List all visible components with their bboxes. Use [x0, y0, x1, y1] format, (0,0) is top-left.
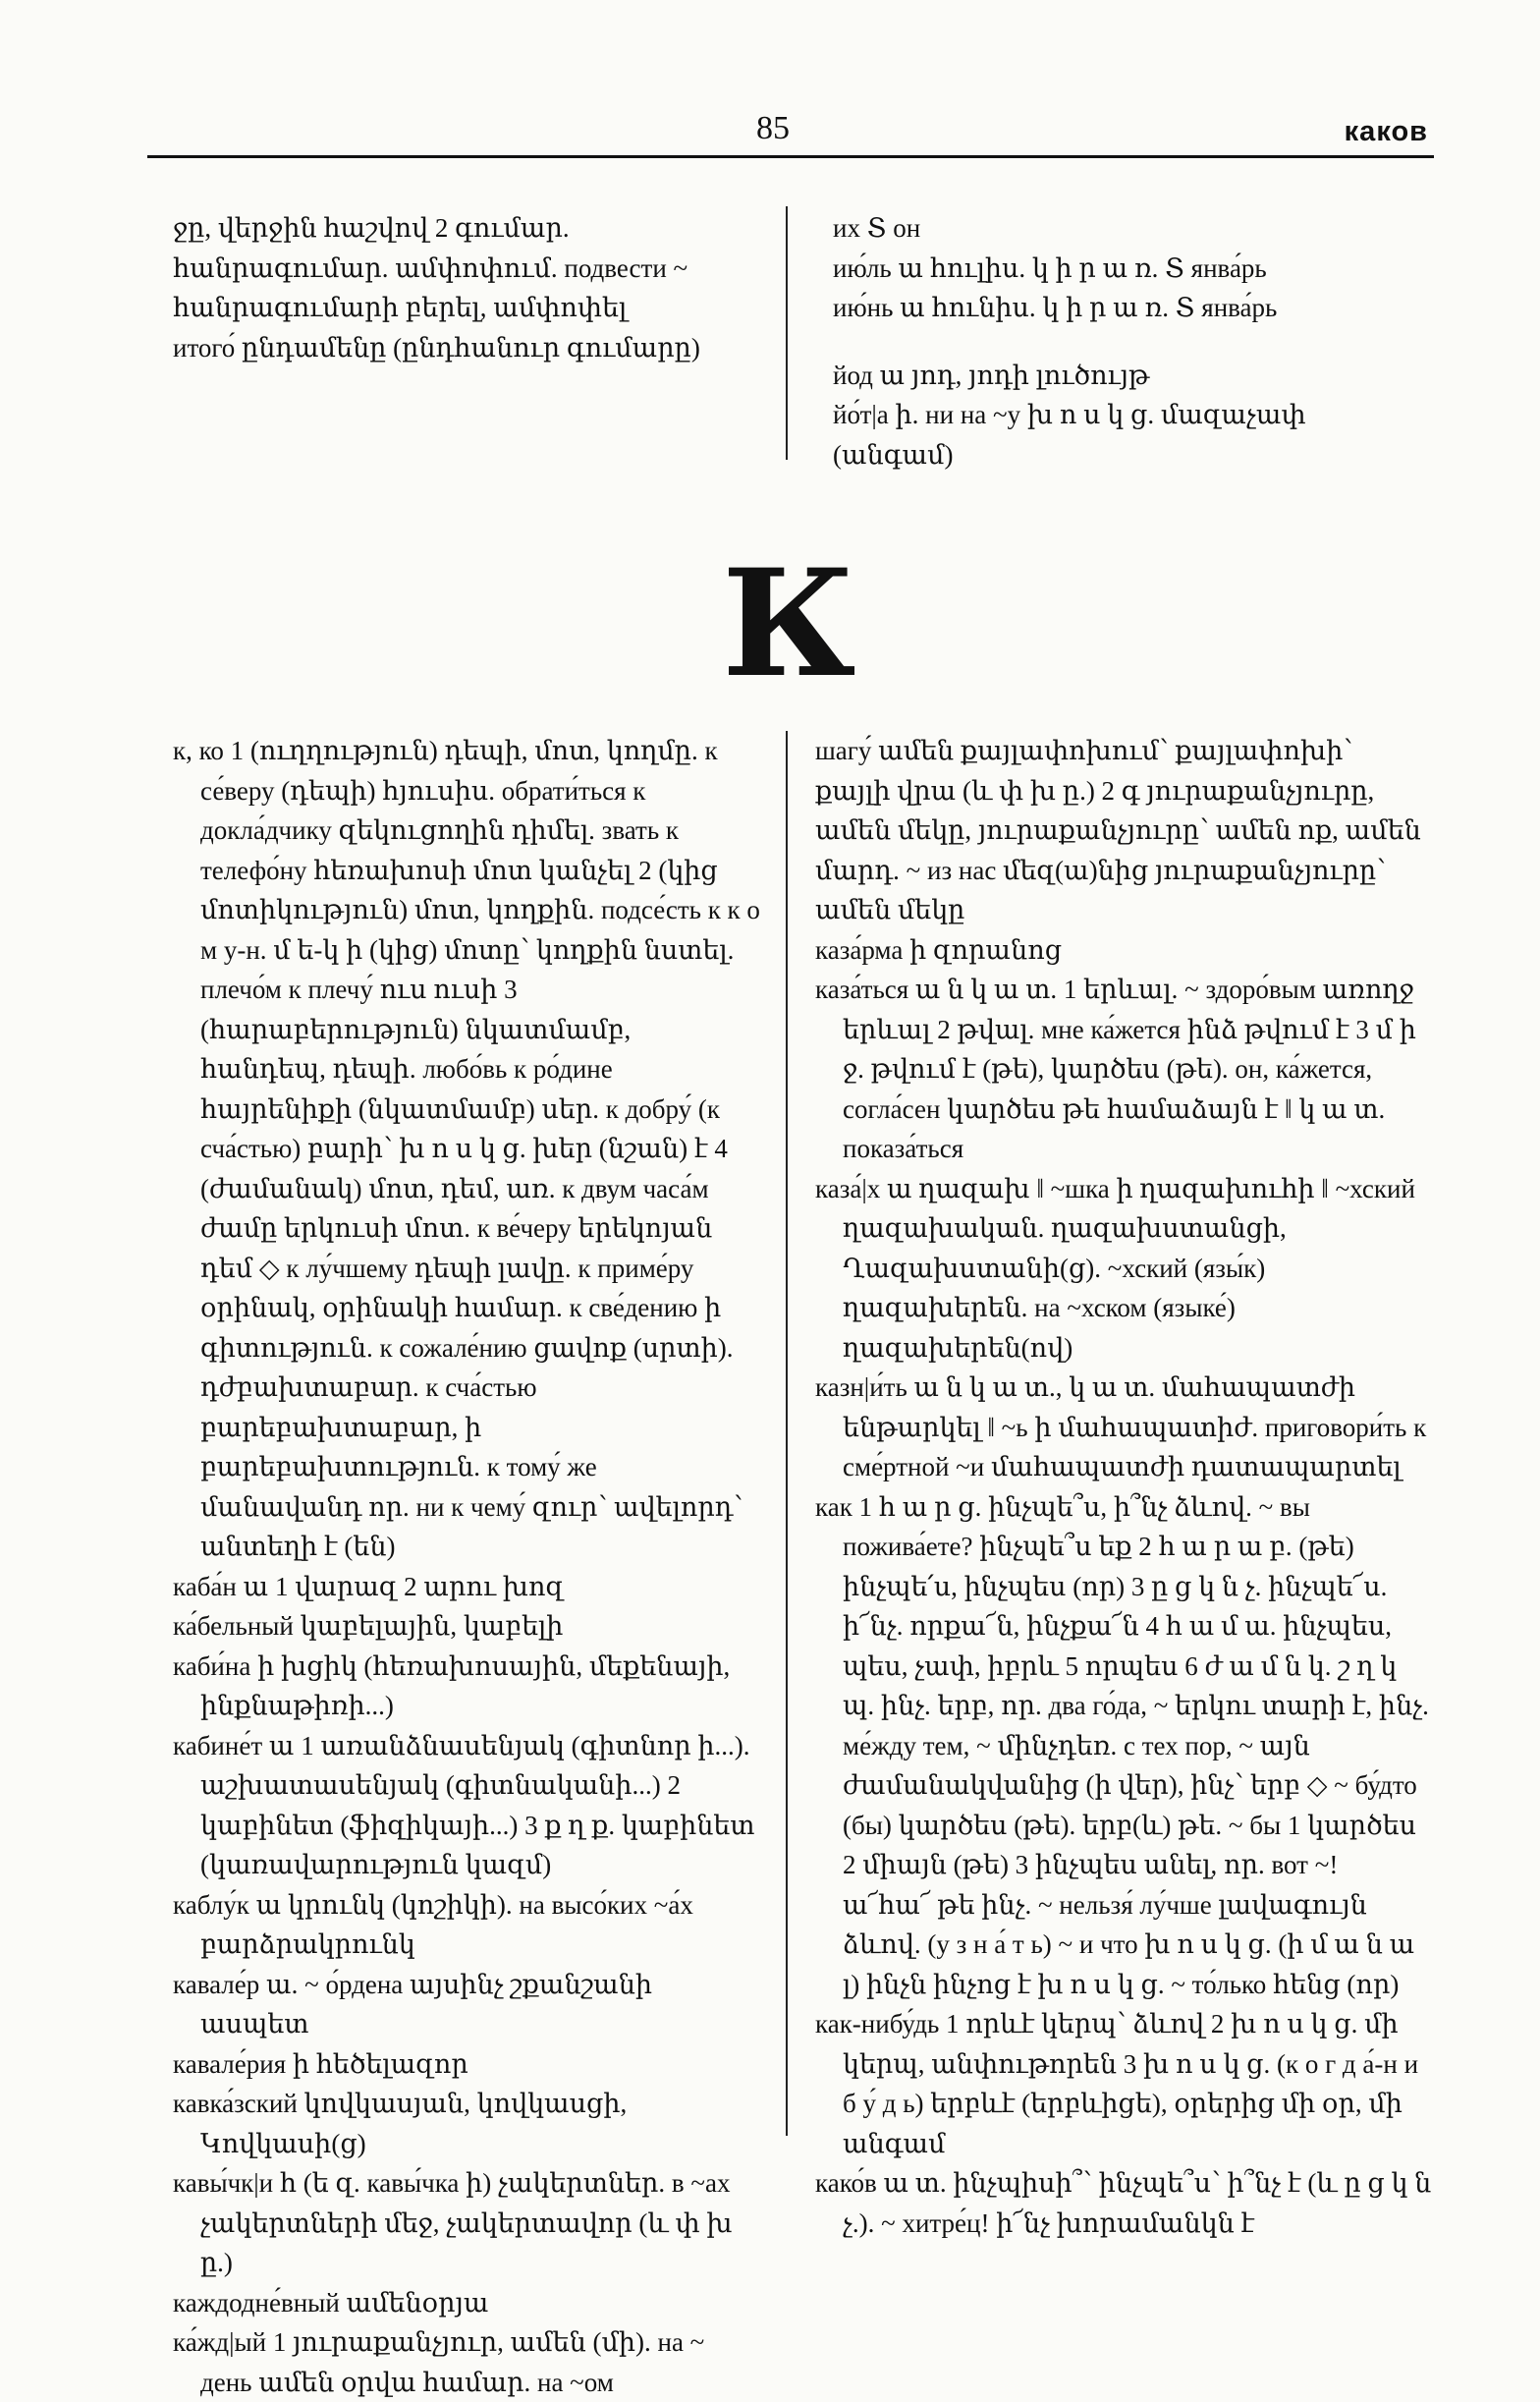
dictionary-entry: йод ա յոդ, յոդի լուծույթ	[833, 360, 1150, 390]
dictionary-entry: шагу́ ամեն քայլափոխում՝ քայլափոխի՝ քայլի վրա (և փ խ ը.) 2 գ յուրաքանչյուրը, ամեն մեկը, յուրաքանչյուրը՝ ամեն ոք, ամեն մարդ. ~ из нас մեզ(ա)նից յուրաքանչյուրը՝ ամեն մեկը	[815, 736, 1421, 924]
dictionary-entry: каби́на ի խցիկ (հեռախոսային, մեքենայի, ինքնաթիռի...)	[173, 1650, 731, 1720]
dictionary-entry: как-нибу́дь 1 որևէ կերպ՝ ձևով 2 խ ո ս կ ց. մի կերպ, անփութորեն 3 խ ո ս կ ց. (к о г д а́-н и б у́ д ь) երբևէ (երբևիցե), օրերից մի օր, մի անգամ	[815, 2009, 1419, 2158]
dictionary-entry: кабине́т ա 1 առանձնասենյակ (գիտնոր ի...). աշխատասենյակ (գիտնականի...) 2 կաբինետ (ֆիզիկայի...) 3 ք ղ ք. կաբինետ (կառավարություն կազմ)	[173, 1730, 755, 1879]
dictionary-entry: каблу́к ա կրունկ (կոշիկի). на высо́ких ~а́х բարձրակրունկ	[173, 1889, 693, 1959]
dictionary-entry: ка́бельный կաբելային, կաբելի	[173, 1611, 564, 1641]
dictionary-entry: каждодне́вный ամենօրյա	[173, 2287, 489, 2318]
running-head: каков	[1344, 116, 1428, 147]
dictionary-entry: кавка́зский կովկասյան, կովկասցի, Կովկասի(ց)	[173, 2089, 628, 2158]
dictionary-entry: како́в ա տ. ինչպիսի՞՝ ինչպե՞ս՝ ի՞նչ է (և ը ց կ ն չ.). ~ хитре́ц! ի՜նչ խորամանկն է	[815, 2168, 1432, 2238]
dictionary-entry: кавале́р ա. ~ о́рдена այսինչ շքանշանի ասպետ	[173, 1969, 653, 2039]
dictionary-entry: итого́ ընդամենը (ընդհանուր գումարը)	[173, 332, 700, 363]
dictionary-entry: кавале́рия ի հեծելազոր	[173, 2048, 468, 2079]
top-left-column	[173, 208, 742, 367]
dictionary-entry: каза́рма ի զորանոց	[815, 934, 1063, 965]
dictionary-entry: каба́н ա 1 վարազ 2 արու խոզ	[173, 1571, 565, 1601]
top-right-column	[833, 208, 1422, 475]
dictionary-entry: ка́жд|ый 1 յուրաքանչյուր, ամեն (մի). на ~ день ամեն օրվա համար. на ~ом	[173, 2327, 705, 2397]
header-rule	[147, 155, 1434, 158]
dictionary-entry: ию́ль ա հուլիս. կ ի ր ա ռ. Տ янва́рь	[833, 252, 1267, 283]
dictionary-entry: ջը, վերջին հաշվով 2 գումար. հանրագումար. ամփոփում. подвести ~ հանրագումարի բերել, ամփոփել	[173, 213, 688, 322]
section-letter-heading: К	[722, 537, 856, 710]
dictionary-entry: казн|и́ть ա ն կ ա տ., կ ա տ. մահապատժի ենթարկել ‖ ~ь ի մահապատիժ. приговори́ть к сме́ртной ~и մահապատժի դատապարտել	[815, 1372, 1427, 1481]
dictionary-entry: как 1 հ ա ր ց. ինչպե՞ս, ի՞նչ ձևով. ~ вы пожива́ете? ինչպե՞ս եք 2 հ ա ր ա բ. (թե) ինչպե՛ս, ինչպես (որ) 3 ը ց կ ն չ. ինչպե՜ս. ի՜նչ. որքա՜ն, ինչքա՜ն 4 հ ա մ ա. ինչպես, պես, չափ, իբրև 5 որպես 6 ժ ա մ ն կ. շ ղ կ պ. ինչ. երբ, որ. два го́да, ~ երկու տարի է, ինչ. ме́жду тем, ~ մինչդեռ. с тех пор, ~ այն ժամանակվանից (ի վեր), ինչ՝ երբ ◇ ~ бу́дто (бы) կարծես (թե). երբ(և) թե. ~ бы 1 կարծես 2 միայն (թե) 3 ինչպես անել, որ. вот ~! ա՜հա՜ թե ինչ. ~ нельзя́ лу́чше լավագույն ձևով. (у з н а́ т ь) ~ и что խ ո ս կ ց. (ի մ ա ն ա լ) ինչն ինչոց է խ ո ս կ ց. ~ то́лько հենց (որ)	[815, 1491, 1429, 1999]
dictionary-entry: йо́т|а ի. ни на ~у խ ո ս կ ց. մազաչափ (անգամ)	[833, 400, 1306, 470]
dictionary-entry: к, ко 1 (ուղղություն) դեպի, մոտ, կողմը. к се́веру (դեպի) հյուսիս. обрати́ться к докла́дчику զեկուցողին դիմել. звать к телефо́ну հեռախոսի մոտ կանչել 2 (կից մոտիկություն) մոտ, կողքին. подсе́сть к к о м у-н. մ ե-կ ի (կից) մոտը՝ կողքին նստել. плечо́м к плечу́ ուս ուսի 3 (հարաբերություն) նկատմամբ, հանդեպ, դեպի. любо́вь к ро́дине հայրենիքի (նկատմամբ) սեր. к добру́ (к сча́стью) բարի՝ խ ո ս կ ց. խեր (նշան) է 4 (ժամանակ) մոտ, դեմ, առ. к двум часа́м ժամը երկուսի մոտ. к ве́черу երեկոյան դեմ ◇ к лу́чшему դեպի լավը. к приме́ру օրինակ, օրինակի համար. к све́дению ի գիտություն. к сожале́нию ցավոք (սրտի). դժբախտաբար. к сча́стью բարեբախտաբար, ի բարեբախտություն. к тому́ же մանավանդ որ. ни к чему́ զուր՝ ավելորդ՝ անտեղի է (են)	[173, 736, 760, 1561]
dictionary-entry: их Տ он	[833, 213, 921, 243]
dictionary-entry: каза́|х ա ղազախ ‖ ~шка ի ղազախուհի ‖ ~хский ղազախական. ղազախստանցի, Ղազախստանի(ց). ~хский (язы́к) ղազախերեն. на ~хском (языке́) ղազախերեն(ով)	[815, 1173, 1415, 1363]
page-number: 85	[756, 110, 790, 146]
dictionary-entry: кавы́чк|и հ (ե զ. кавы́чка ի) չակերտներ. в ~ах չակերտների մեջ, չակերտավոր (և փ խ ը.)	[173, 2168, 733, 2277]
dictionary-entry: ию́нь ա հունիս. կ ի ր ա ռ. Տ янва́рь	[833, 293, 1278, 322]
bottom-left-column	[173, 731, 762, 2402]
bottom-right-column	[815, 731, 1432, 2243]
dictionary-entry: каза́ться ա ն կ ա տ. 1 երևալ. ~ здоро́вым առողջ երևալ 2 թվալ. мне ка́жется ինձ թվում է 3 մ ի ջ. թվում է (թե), կարծես (թե). он, ка́жется, согла́сен կարծես թե համաձայն է ‖ կ ա տ. показа́ться	[815, 975, 1416, 1163]
column-divider-top	[786, 206, 788, 460]
column-divider-bottom	[786, 731, 788, 2136]
